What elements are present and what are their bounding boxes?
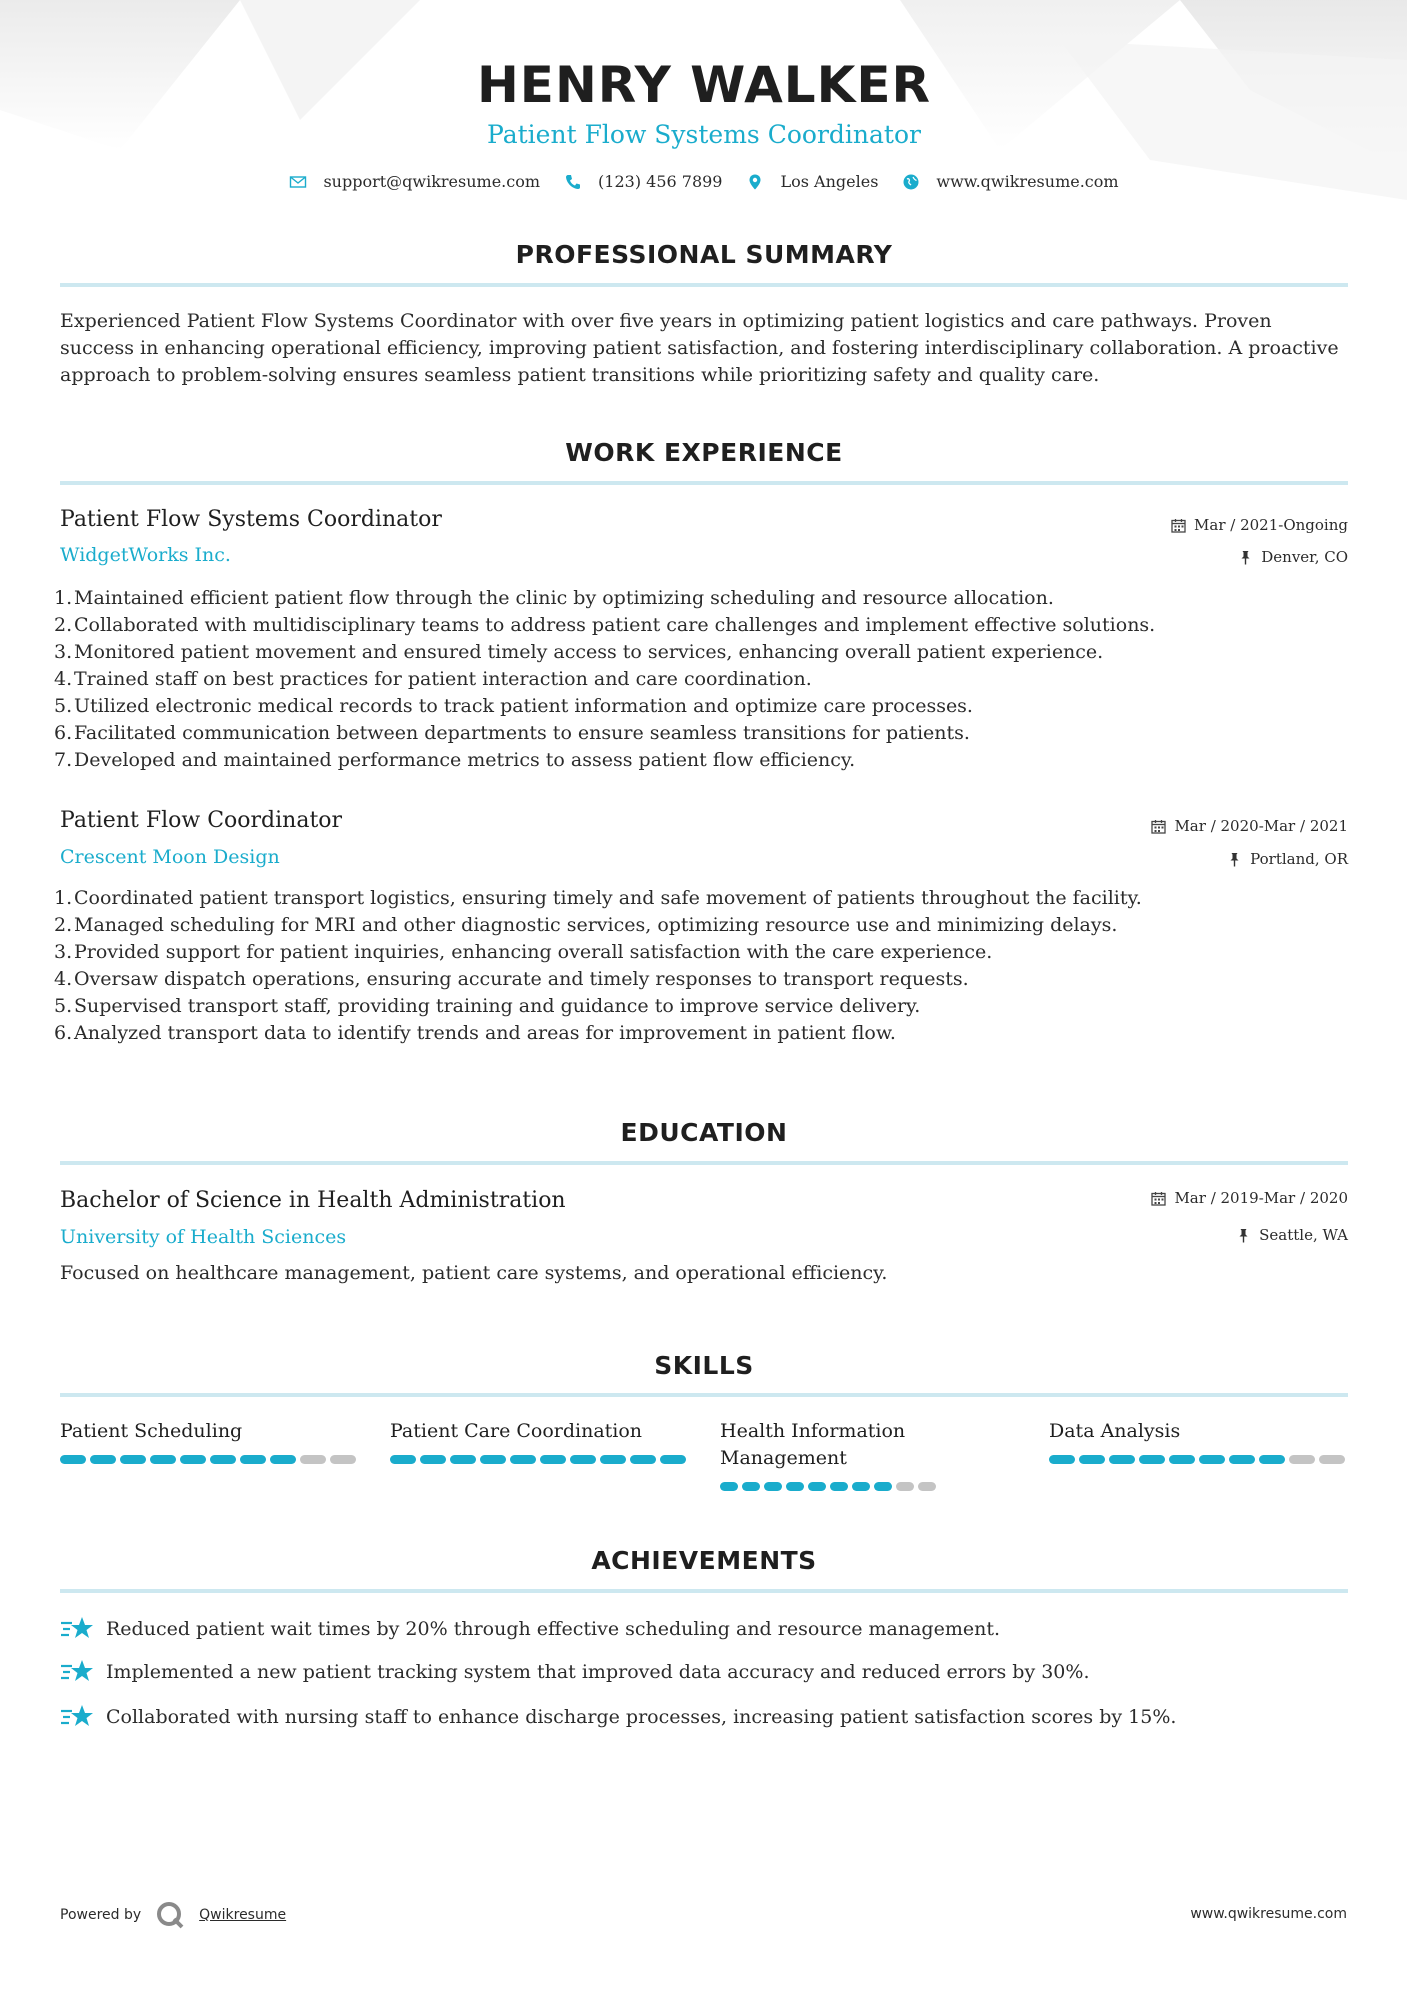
list-item: 3.Provided support for patient inquiries, enhancing overall satisfaction with the care experience. (54, 941, 993, 963)
skill-dot-filled (1169, 1455, 1195, 1464)
job-location (1238, 548, 1348, 566)
skill-dot-filled (786, 1482, 804, 1491)
skill-dot-filled (240, 1455, 266, 1464)
education-description: Focused on healthcare management, patient care systems, and operational efficiency. (60, 1262, 888, 1284)
job-company: WidgetWorks Inc. (60, 544, 231, 566)
skill-dot-empty (1319, 1455, 1345, 1464)
shooting-star-icon (60, 1657, 94, 1687)
achievement-text: Implemented a new patient tracking system that improved data accuracy and reduced errors by 30%. (106, 1661, 1090, 1683)
achievement-text: Collaborated with nursing staff to enhance discharge processes, increasing patient satisfaction scores by 15%. (106, 1706, 1177, 1728)
job-title: Patient Flow Coordinator (60, 808, 343, 833)
education-degree: Bachelor of Science in Health Administration (60, 1188, 566, 1213)
skill-dot-filled (450, 1455, 476, 1464)
achievements-divider (60, 1589, 1348, 1593)
pushpin-icon (1227, 852, 1242, 867)
skill-dot-filled (420, 1455, 446, 1464)
powered-by-label: Powered by (60, 1907, 142, 1923)
skill-dot-filled (764, 1482, 782, 1491)
calendar-icon (1151, 819, 1166, 834)
skill-dot-filled (180, 1455, 206, 1464)
list-item: 5.Supervised transport staff, providing training and guidance to improve service delivery. (54, 995, 921, 1017)
skill-dot-empty (330, 1455, 356, 1464)
skill-dot-filled (60, 1455, 86, 1464)
contact-location-text: Los Angeles (780, 172, 879, 191)
education-date-text: Mar / 2019-Mar / 2020 (1174, 1189, 1348, 1207)
skill-dot-filled (540, 1455, 566, 1464)
contact-website-text: www.qwikresume.com (936, 172, 1119, 191)
skill-dot-filled (570, 1455, 596, 1464)
skill-dot-filled (1109, 1455, 1135, 1464)
skill-label: Patient Scheduling (60, 1420, 243, 1442)
contact-location (746, 172, 878, 191)
skill-label: Health Information Management (720, 1420, 906, 1469)
skill-rating (60, 1455, 360, 1464)
candidate-title: Patient Flow Systems Coordinator (487, 120, 921, 149)
job-title: Patient Flow Systems Coordinator (60, 507, 442, 532)
job-date-text: Mar / 2021-Ongoing (1194, 516, 1348, 534)
experience-divider (60, 481, 1348, 485)
skill-dot-empty (300, 1455, 326, 1464)
skill-dot-filled (720, 1482, 738, 1491)
job-date (1171, 516, 1348, 534)
education-date (1151, 1189, 1348, 1207)
skill-rating (390, 1455, 690, 1464)
candidate-name: HENRY WALKER (476, 56, 932, 114)
skill-dot-filled (120, 1455, 146, 1464)
contact-phone[interactable] (564, 172, 722, 191)
skill-dot-filled (742, 1482, 760, 1491)
skill-dot-filled (390, 1455, 416, 1464)
skill-dot-filled (830, 1482, 848, 1491)
achievement-item (60, 1657, 1089, 1687)
map-pin-icon (746, 173, 764, 191)
summary-divider (60, 283, 1348, 287)
skill-item (390, 1418, 690, 1464)
skill-dot-filled (1199, 1455, 1225, 1464)
skill-rating (1049, 1455, 1349, 1464)
footer-powered-by (60, 1900, 286, 1930)
footer-website[interactable]: www.qwikresume.com (1190, 1906, 1347, 1922)
achievement-text: Reduced patient wait times by 20% through effective scheduling and resource management. (106, 1618, 1001, 1640)
skill-dot-empty (896, 1482, 914, 1491)
job-location-text: Portland, OR (1250, 850, 1348, 868)
skill-dot-filled (1049, 1455, 1075, 1464)
skill-dot-filled (852, 1482, 870, 1491)
list-item: 4.Trained staff on best practices for patient interaction and care coordination. (54, 668, 812, 690)
skill-dot-filled (1079, 1455, 1105, 1464)
skill-dot-filled (1259, 1455, 1285, 1464)
job-date (1151, 817, 1348, 835)
skill-dot-filled (480, 1455, 506, 1464)
list-item: 6.Analyzed transport data to identify trends and areas for improvement in patient flow. (54, 1022, 896, 1044)
job-company: Crescent Moon Design (60, 846, 280, 868)
shooting-star-icon (60, 1614, 94, 1644)
skill-label: Data Analysis (1049, 1420, 1181, 1442)
skill-label: Patient Care Coordination (390, 1420, 643, 1442)
skill-dot-filled (210, 1455, 236, 1464)
skill-dot-filled (808, 1482, 826, 1491)
experience-heading: WORK EXPERIENCE (565, 438, 843, 467)
skill-item (720, 1418, 940, 1491)
qwikresume-link[interactable]: Qwikresume (199, 1907, 287, 1923)
skill-item (1049, 1418, 1349, 1464)
list-item: 1.Coordinated patient transport logistics, ensuring timely and safe movement of patients throughout the facility. (54, 887, 1142, 909)
skill-dot-filled (1139, 1455, 1165, 1464)
job-location (1227, 850, 1348, 868)
skill-dot-filled (150, 1455, 176, 1464)
education-location-text: Seattle, WA (1259, 1226, 1348, 1244)
job-bullets (54, 585, 1155, 774)
list-item: 1.Maintained efficient patient flow through the clinic by optimizing scheduling and resource allocation. (54, 587, 1054, 609)
calendar-icon (1171, 518, 1186, 533)
skill-dot-filled (874, 1482, 892, 1491)
qwikresume-logo-icon (155, 1900, 185, 1930)
education-divider (60, 1161, 1348, 1165)
calendar-icon (1151, 1191, 1166, 1206)
contact-bar (60, 172, 1348, 191)
education-school: University of Health Sciences (60, 1226, 347, 1248)
skill-rating (720, 1482, 940, 1491)
achievements-heading: ACHIEVEMENTS (591, 1546, 817, 1575)
list-item: 2.Collaborated with multidisciplinary teams to address patient care challenges and implement effective solutions. (54, 614, 1156, 636)
contact-phone-text: (123) 456 7899 (598, 172, 723, 191)
shooting-star-icon (60, 1702, 94, 1732)
skill-dot-empty (918, 1482, 936, 1491)
pushpin-icon (1236, 1228, 1251, 1243)
education-location (1236, 1226, 1348, 1244)
phone-icon (564, 173, 582, 191)
skill-dot-filled (660, 1455, 686, 1464)
achievement-item (60, 1702, 1176, 1732)
education-heading: EDUCATION (620, 1118, 788, 1147)
globe-icon (902, 173, 920, 191)
list-item: 4.Oversaw dispatch operations, ensuring accurate and timely responses to transport requests. (54, 968, 969, 990)
skill-dot-filled (600, 1455, 626, 1464)
skill-dot-filled (270, 1455, 296, 1464)
summary-heading: PROFESSIONAL SUMMARY (515, 240, 893, 269)
skills-divider (60, 1393, 1348, 1397)
contact-website[interactable] (902, 172, 1118, 191)
summary-text: Experienced Patient Flow Systems Coordinator with over five years in optimizing patient logistics and care pathways. Proven success in enhancing operational efficiency, improving patient satisfaction, and fostering interdisciplinary collaboration. A proactive approach to problem-solving ensures seamless patient transitions while prioritizing safety and quality care. (60, 310, 1339, 386)
envelope-icon (289, 173, 307, 191)
skills-heading: SKILLS (654, 1351, 754, 1380)
list-item: 6.Facilitated communication between departments to ensure seamless transitions for patients. (54, 722, 970, 744)
job-date-text: Mar / 2020-Mar / 2021 (1174, 817, 1348, 835)
skill-dot-filled (90, 1455, 116, 1464)
skill-dot-filled (510, 1455, 536, 1464)
job-bullets (54, 885, 1142, 1047)
list-item: 5.Utilized electronic medical records to track patient information and optimize care processes. (54, 695, 973, 717)
skill-dot-empty (1289, 1455, 1315, 1464)
pushpin-icon (1238, 550, 1253, 565)
list-item: 3.Monitored patient movement and ensured timely access to services, enhancing overall patient experience. (54, 641, 1104, 663)
skill-dot-filled (630, 1455, 656, 1464)
list-item: 7.Developed and maintained performance metrics to assess patient flow efficiency. (54, 749, 856, 771)
job-location-text: Denver, CO (1261, 548, 1348, 566)
skill-dot-filled (1229, 1455, 1255, 1464)
contact-email-text: support@qwikresume.com (323, 172, 541, 191)
achievement-item (60, 1614, 1000, 1644)
header-background (0, 0, 1407, 230)
skill-item (60, 1418, 360, 1464)
contact-email[interactable] (289, 172, 540, 191)
list-item: 2.Managed scheduling for MRI and other diagnostic services, optimizing resource use and minimizing delays. (54, 914, 1118, 936)
